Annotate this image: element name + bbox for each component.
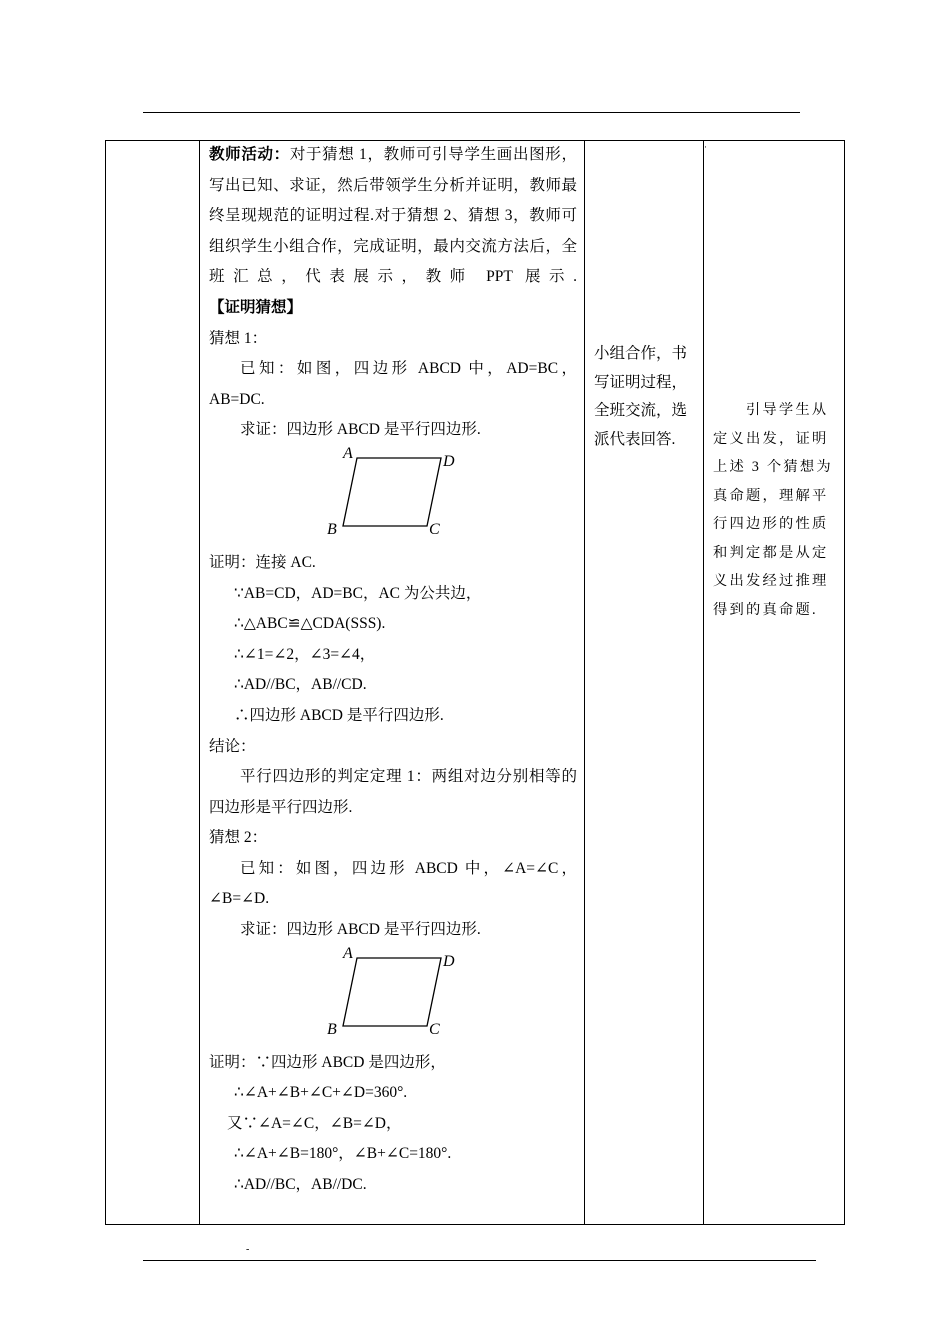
design-intent-cell [713,396,837,624]
proof-2-line-1: 证明：∵四边形 ABCD 是四边形， [209,1053,446,1071]
conjecture-1-given: 已知：如图，四边形 ABCD 中，AD=BC， [240,360,577,378]
footer-rule [143,1260,816,1261]
teacher-activity-text: 对于猜想 1，教师可引导学生画出图形，写出已知、求证，然后带领学生分析并证明，教师最终呈现规范的证明过程.对于猜想 2、猜想 3，教师可组织学生小组合作，完成证明，最内交流方法后，全班汇总，代表展示，教师 PPT 展示. [209,146,577,286]
parallelogram-shape [343,458,441,526]
conjecture-2-prove: 求证：四边形 ABCD 是平行四边形. [240,921,481,939]
proof-1-line-5: ∴AD//BC，AB//CD. [234,676,367,694]
proof-1-line-1: 证明：连接 AC. [209,553,316,571]
conjecture-1-given-cont: AB=DC. [209,390,265,408]
proof-1-line-6: ∴四边形 ABCD 是平行四边形. [234,706,444,724]
section-title: 【证明猜想】 [209,298,303,316]
proof-2-line-5: ∴AD//BC，AB//DC. [234,1176,367,1194]
conclusion-label: 结论： [209,737,256,755]
parallelogram-figure-2 [209,944,577,1044]
corner-mark: · [704,142,707,152]
proof-1-line-2: ∵AB=CD，AD=BC，AC 为公共边， [234,584,482,602]
parallelogram-figure-1 [209,444,577,544]
proof-1-line-3: ∴△ABC≌△CDA(SSS). [234,615,386,633]
vertex-b-label: B [327,520,337,538]
vertex-a-label: A [343,444,353,462]
conjecture-1-title: 猜想 1： [209,329,268,347]
vertex-a-label: A [343,944,353,962]
vertex-d-label: D [443,952,455,970]
column-divider-3 [703,140,704,1225]
vertex-b-label: B [327,1020,337,1038]
conjecture-2-title: 猜想 2： [209,829,268,847]
parallelogram-shape [343,958,441,1026]
conjecture-1-prove: 求证：四边形 ABCD 是平行四边形. [240,421,481,439]
vertex-c-label: C [429,520,440,538]
proof-1-line-4: ∴∠1=∠2，∠3=∠4， [234,645,376,663]
teaching-process-cell [209,140,577,1201]
proof-2-line-2: ∴∠A+∠B+∠C+∠D=360°. [234,1084,408,1102]
vertex-d-label: D [443,452,455,470]
design-intent-text: 引导学生从定义出发，证明上述 3 个猜想为真命题，理解平行四边形的性质和判定都是从定义出发经过推理得到的真命题. [713,402,833,618]
conjecture-2-given: 已知：如图，四边形 ABCD 中，∠A=∠C， [240,859,577,877]
header-rule [143,112,800,113]
teacher-activity-label: 教师活动： [209,146,290,163]
teacher-activity [209,140,577,293]
column-divider-1 [199,140,200,1225]
student-activity-cell: 小组合作，书写证明过程，全班交流，选派代表回答. [594,345,688,448]
vertex-c-label: C [429,1020,440,1038]
proof-2-line-4: ∴∠A+∠B=180°，∠B+∠C=180°. [234,1145,452,1163]
conjecture-2-given-cont: ∠B=∠D. [209,890,270,908]
proof-2-line-3: 又∵∠A=∠C，∠B=∠D， [227,1114,402,1132]
column-divider-2 [584,140,585,1225]
footer-mark: - [246,1244,250,1255]
conclusion-text: 平行四边形的判定定理 1：两组对边分别相等的四边形是平行四边形. [209,768,577,816]
